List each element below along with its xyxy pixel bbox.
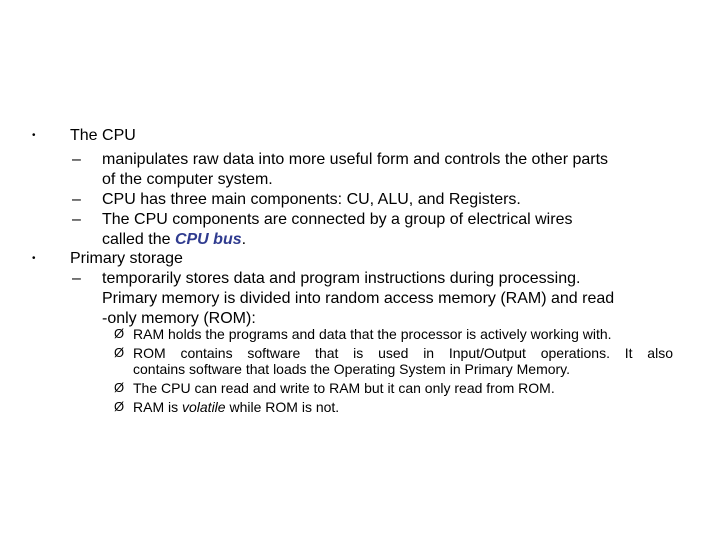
point-line: temporarily stores data and program instructions during processing. (102, 270, 581, 287)
arrow-marker: Ø (114, 345, 125, 360)
text-suffix: while ROM is not. (225, 399, 340, 415)
subpoint-line-with-emphasis (133, 399, 693, 415)
point-line-with-emphasis (102, 230, 692, 250)
volatile-emphasis: volatile (182, 399, 226, 415)
dash-marker: – (72, 151, 81, 168)
text-suffix: . (241, 231, 247, 248)
storage-subpoint-3 (114, 380, 693, 396)
bullet-primary-storage (32, 249, 690, 269)
arrow-marker: Ø (114, 326, 125, 341)
cpu-point-3 (72, 210, 692, 250)
dash-marker: – (72, 270, 81, 287)
dash-marker: – (72, 191, 81, 208)
point-line: manipulates raw data into more useful form and controls the other parts (102, 151, 609, 168)
cpu-bus-emphasis: CPU bus (174, 231, 242, 248)
cpu-point-1 (72, 150, 692, 190)
bullet-disc: • (32, 130, 36, 141)
storage-subpoint-1 (114, 326, 693, 342)
bullet-the-cpu (32, 126, 690, 146)
subpoint-line: RAM holds the programs and data that the processor is actively working with. (133, 326, 612, 342)
bullet-disc: • (32, 253, 36, 264)
point-line: of the computer system. (102, 171, 273, 188)
point-line: -only memory (ROM): (102, 310, 256, 327)
bullet-title: The CPU (70, 127, 136, 144)
dash-marker: – (72, 211, 81, 228)
subpoint-line: The CPU can read and write to RAM but it can only read from ROM. (133, 380, 555, 396)
bullet-title: Primary storage (70, 250, 183, 267)
storage-subpoint-2 (114, 345, 693, 377)
subpoint-line: ROM contains software that is used in Input/Output operations. It also (133, 345, 673, 361)
point-line: CPU has three main components: CU, ALU, and Registers. (102, 191, 521, 208)
arrow-marker: Ø (114, 380, 125, 395)
point-line: The CPU components are connected by a group of electrical wires (102, 211, 573, 228)
storage-subpoint-4 (114, 399, 693, 415)
text-prefix: called the (102, 231, 175, 248)
cpu-point-2 (72, 190, 692, 210)
subpoint-line: contains software that loads the Operating System in Primary Memory. (133, 361, 571, 377)
arrow-marker: Ø (114, 399, 125, 414)
storage-point (72, 269, 692, 329)
text-prefix: RAM is (133, 399, 182, 415)
point-line: Primary memory is divided into random access memory (RAM) and read (102, 290, 615, 307)
